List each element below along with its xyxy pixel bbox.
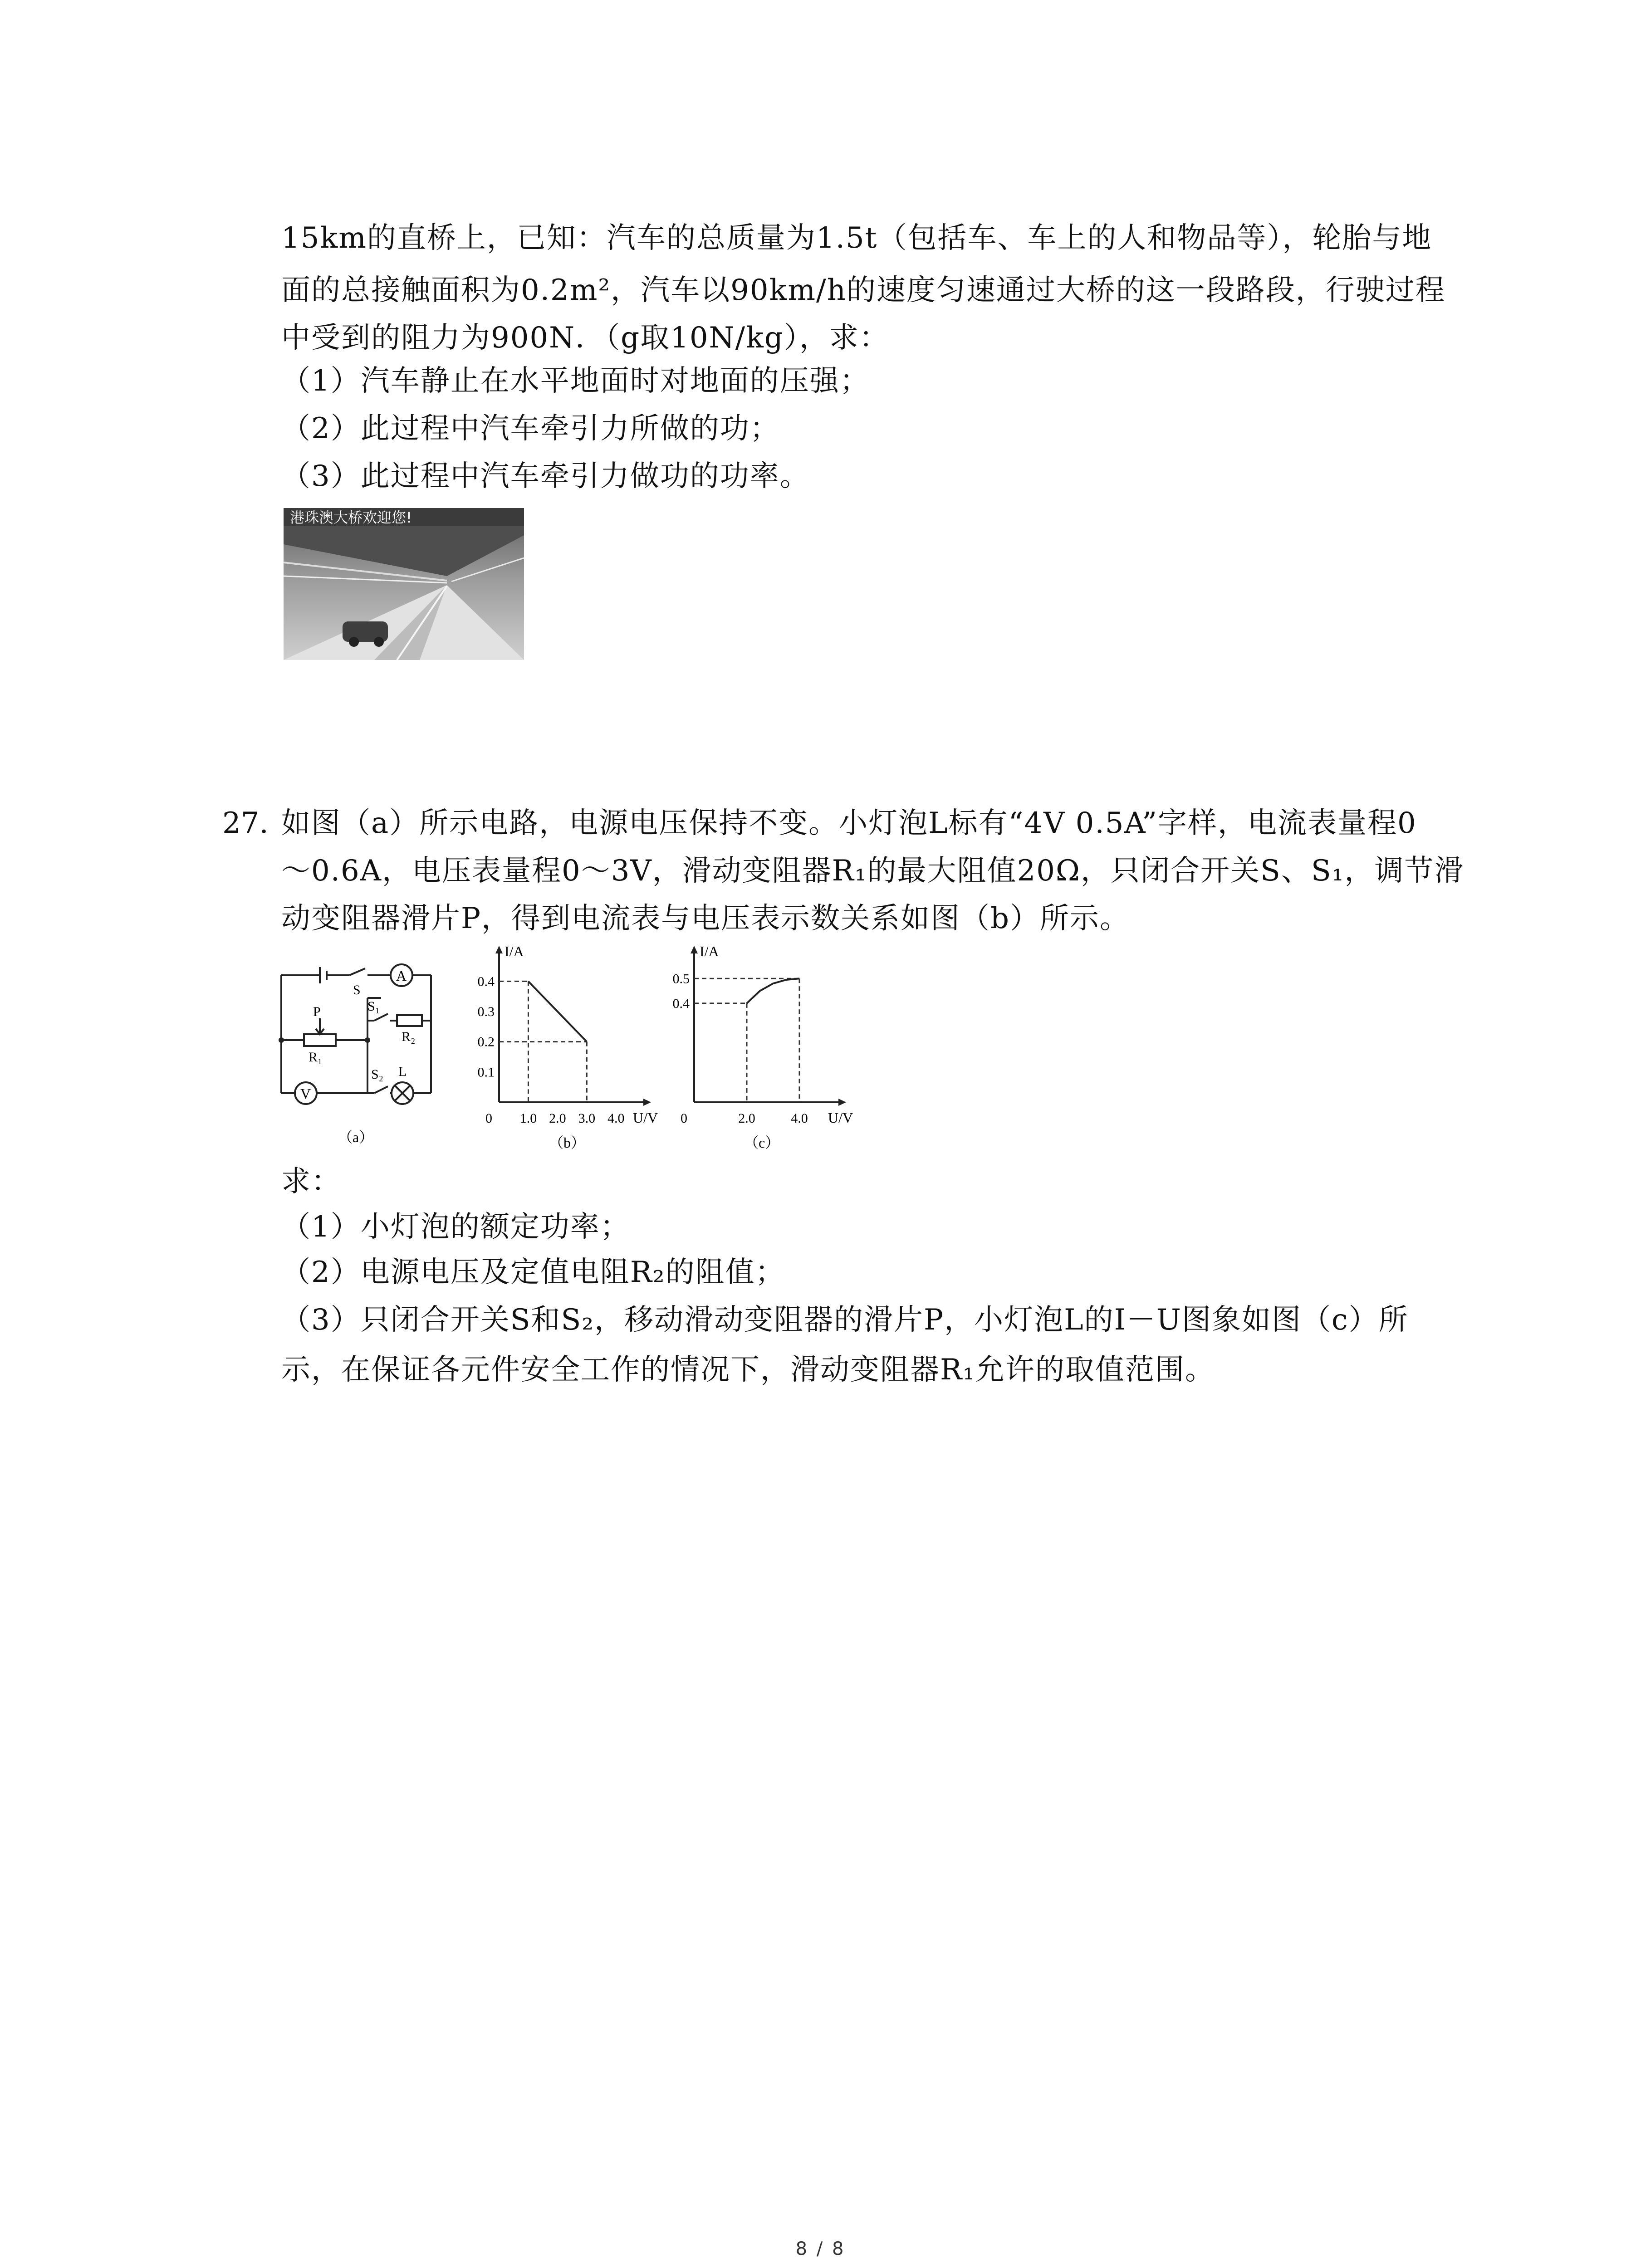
r1-label: R₁ <box>309 1050 323 1065</box>
y-axis-label: I/A <box>700 943 719 959</box>
q26-line-3: 中受到的阻力为900N．（g取10N/kg），求： <box>281 321 889 355</box>
page-number: 8 / 8 <box>795 2239 846 2259</box>
series-line <box>528 981 587 1041</box>
y-tick-label: 0.4 <box>672 996 690 1011</box>
ammeter-symbol: A <box>396 968 407 984</box>
x-tick-label: 1.0 <box>519 1111 537 1126</box>
y-axis-label: I/A <box>505 943 524 959</box>
q27-line-3: 动变阻器滑片P，得到电流表与电压表示数关系如图（b）所示。 <box>281 902 1130 935</box>
y-tick-label: 0.2 <box>477 1034 495 1050</box>
x-tick-label: 0 <box>485 1111 492 1126</box>
x-tick-label: 4.0 <box>607 1111 625 1126</box>
series-line <box>747 978 799 1003</box>
x-axis-arrow <box>643 1099 651 1106</box>
y-tick-label: 0.5 <box>672 971 690 987</box>
y-tick-label: 0.4 <box>477 974 495 989</box>
y-axis-arrow <box>495 946 503 953</box>
switch-s2-label: S₂ <box>371 1067 384 1082</box>
q27-number: 27. <box>222 807 269 840</box>
bridge-tunnel-photo <box>284 508 524 660</box>
switch-s-label: S <box>353 982 361 997</box>
slider-p-label: P <box>313 1004 321 1019</box>
y-axis-arrow <box>691 946 698 953</box>
q26-line-2: 面的总接触面积为0.2m²，汽车以90km/h的速度匀速通过大桥的这一段路段，行驶过程 <box>281 274 1445 307</box>
circuit-diagram <box>277 957 449 1148</box>
q27-sub-3b: 示，在保证各元件安全工作的情况下，滑动变阻器R₁允许的取值范围。 <box>281 1353 1215 1387</box>
lamp-l-label: L <box>398 1064 407 1079</box>
q27-line-2: ～0.6A，电压表量程0～3V，滑动变阻器R₁的最大阻值20Ω，只闭合开关S、S₁，调节滑 <box>281 854 1465 888</box>
q27-sub-3a: （3）只闭合开关S和S₂，移动滑动变阻器的滑片P，小灯泡L的I－U图象如图（c）所 <box>281 1303 1409 1337</box>
q27-line-1: 如图（a）所示电路，电源电压保持不变。小灯泡L标有“4V 0.5A”字样，电流表量程0 <box>281 807 1417 840</box>
chart-b <box>467 939 667 1152</box>
chart-caption: （b） <box>549 1134 586 1151</box>
q26-sub-1: （1）汽车静止在水平地面时对地面的压强； <box>281 364 870 398</box>
chart-c <box>662 939 862 1152</box>
chart-caption: （c） <box>744 1134 780 1151</box>
q26-line-1: 15km的直桥上，已知：汽车的总质量为1.5t（包括车、车上的人和物品等），轮胎与地 <box>281 221 1432 255</box>
x-tick-label: 0 <box>681 1111 687 1126</box>
x-tick-label: 2.0 <box>738 1111 755 1126</box>
x-tick-label: 2.0 <box>549 1111 566 1126</box>
x-tick-label: 3.0 <box>578 1111 596 1126</box>
x-axis-label: U/V <box>633 1110 658 1126</box>
switch-s1-label: S₁ <box>367 999 380 1014</box>
y-tick-label: 0.3 <box>477 1004 495 1019</box>
r2-label: R₂ <box>402 1029 416 1044</box>
caption-a: （a） <box>338 1129 374 1145</box>
x-axis-arrow <box>838 1099 846 1106</box>
q27-sub-2: （2）电源电压及定值电阻R₂的阻值； <box>281 1256 785 1289</box>
q27-sub-1: （1）小灯泡的额定功率； <box>281 1210 630 1244</box>
q27-ask: 求： <box>281 1165 341 1198</box>
voltmeter-symbol: V <box>300 1085 311 1102</box>
x-tick-label: 4.0 <box>791 1111 808 1126</box>
y-tick-label: 0.1 <box>477 1065 495 1080</box>
q26-sub-2: （2）此过程中汽车牵引力所做的功； <box>281 412 780 445</box>
photo-banner-text: 港珠澳大桥欢迎您! <box>290 509 412 526</box>
x-axis-label: U/V <box>828 1110 853 1126</box>
q26-sub-3: （3）此过程中汽车牵引力做功的功率。 <box>281 459 810 493</box>
